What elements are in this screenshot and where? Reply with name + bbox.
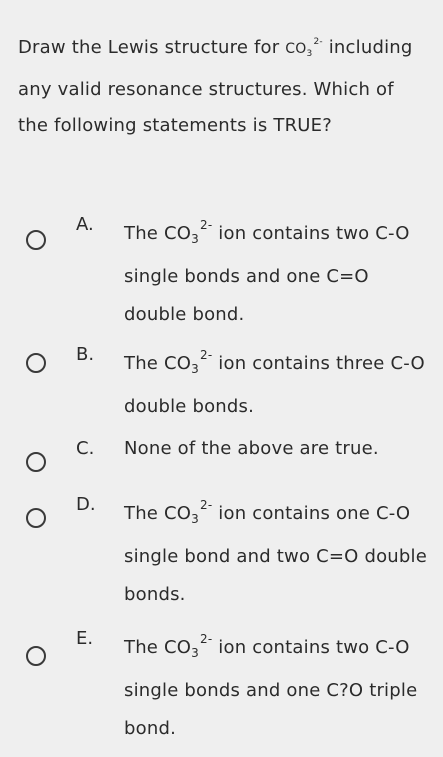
option-e-formula: [164, 632, 213, 660]
question-text: [18, 24, 428, 144]
option-c-text: None of the above are true.: [124, 438, 379, 459]
option-e-pre: The: [124, 637, 164, 658]
question-post: including any valid resonance structures. Which of the following statements is TRUE?: [18, 37, 413, 136]
option-b-text: [124, 336, 436, 426]
option-c-radio[interactable]: [26, 452, 46, 472]
option-d-formula-base: CO: [164, 503, 192, 524]
option-a-formula-sub: 3: [191, 232, 199, 246]
option-a-post: ion contains two C-O single bonds and one C=O double bond.: [124, 223, 410, 325]
option-e-formula-sup: 2-: [199, 632, 213, 646]
option-e-formula-base: CO: [164, 637, 192, 658]
option-d-formula-sub: 3: [191, 512, 199, 526]
option-d-formula: [164, 498, 213, 526]
option-b-formula: [164, 348, 213, 376]
option-e-post: ion contains two C-O single bonds and one C?O triple bond.: [124, 637, 418, 739]
option-d-radio[interactable]: [26, 508, 46, 528]
option-a-text: [124, 206, 436, 334]
option-b-letter: B.: [76, 344, 95, 365]
option-a-letter: A.: [76, 214, 94, 235]
option-b-formula-sup: 2-: [199, 348, 213, 362]
option-c-letter: C.: [76, 438, 95, 459]
question-formula-base: CO: [285, 41, 307, 57]
option-a-pre: The: [124, 223, 164, 244]
option-e-formula-sub: 3: [191, 646, 199, 660]
option-d-formula-sup: 2-: [199, 498, 213, 512]
option-b-post: ion contains three C-O double bonds.: [124, 353, 425, 417]
option-b-formula-sub: 3: [191, 362, 199, 376]
question-pre: Draw the Lewis structure for: [18, 37, 286, 58]
option-e-text: [124, 620, 436, 748]
option-d-text: [124, 486, 436, 614]
option-d-post: ion contains one C-O single bond and two C=O double bonds.: [124, 503, 427, 605]
option-d-letter: D.: [76, 494, 96, 515]
option-a-radio[interactable]: [26, 230, 46, 250]
option-e-letter: E.: [76, 628, 94, 649]
option-a-formula-base: CO: [164, 223, 192, 244]
option-a-formula-sup: 2-: [199, 218, 213, 232]
option-a-formula: [164, 218, 213, 246]
option-d-pre: The: [124, 503, 164, 524]
option-b-formula-base: CO: [164, 353, 192, 374]
question-formula-sup: 2-: [313, 37, 323, 47]
option-b-radio[interactable]: [26, 353, 46, 373]
option-b-pre: The: [124, 353, 164, 374]
question-formula: [285, 37, 323, 59]
option-e-radio[interactable]: [26, 646, 46, 666]
question-formula-sub: 3: [306, 49, 313, 59]
